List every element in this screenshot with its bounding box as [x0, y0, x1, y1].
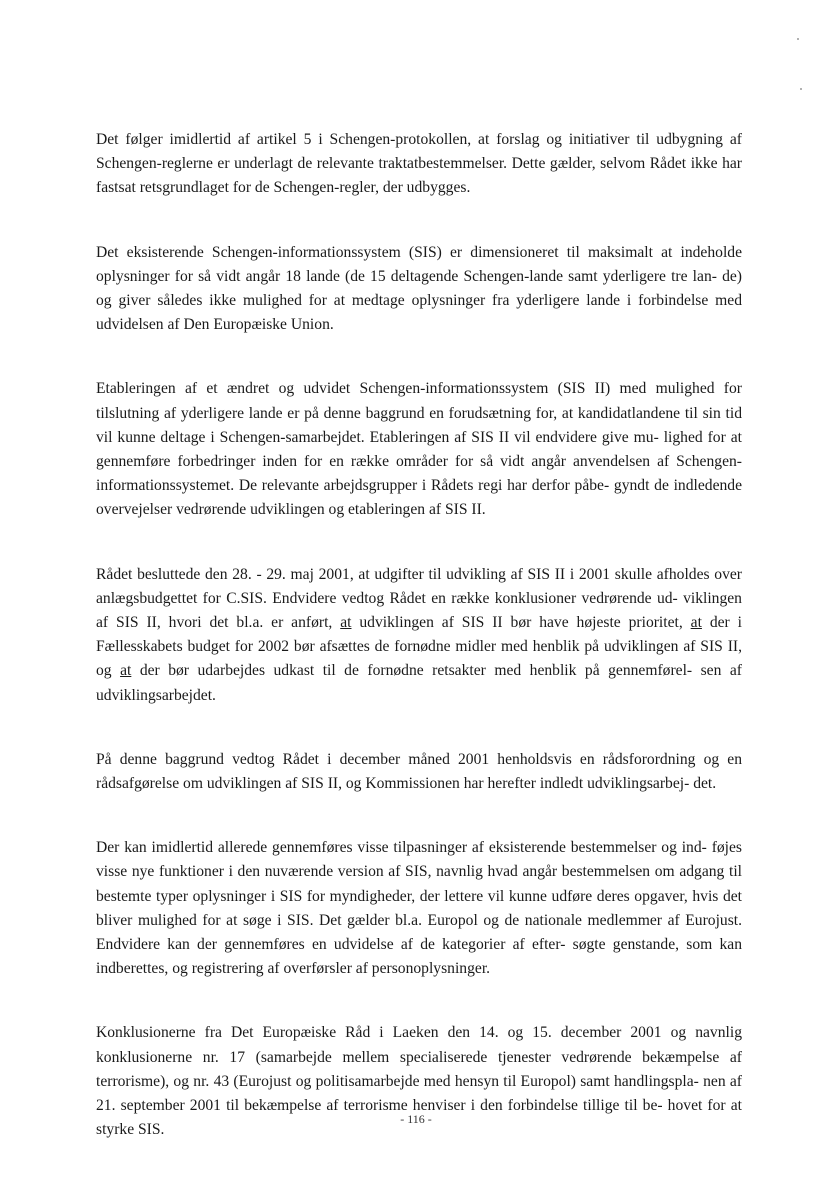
paragraph-2: [96, 241, 742, 338]
text-line: nen af 21. september 2001 til bekæmpelse af terrorisme henviser i den forbindelse tillige til be-: [96, 1072, 742, 1115]
text-line: med udvidelsen af Den Europæiske Union.: [96, 292, 742, 334]
text-line: oplysninger for så vidt angår 18 lande (de 15 deltagende Schengen-lande samt yderligere tre lan-: [96, 267, 717, 285]
text-line: På denne baggrund vedtog Rådet i december måned 2001 henholdsvis en rådsforordning og en: [96, 750, 742, 768]
text-line: lighed for at gennemføre forbedringer inden for en række områder for så vidt angår anvendelsen: [96, 428, 742, 471]
text-line: Rådet besluttede den 28. - 29. maj 2001, at udgifter til udvikling af SIS II i 2001 skulle afholdes: [96, 565, 710, 583]
text-line: viklingen af SIS II, hvori det bl.a. er anført, at udviklingen af SIS II bør have højeste prioritet, at: [96, 589, 742, 632]
scan-speck: [797, 38, 799, 40]
text-line: sin tid vil kunne deltage i Schengen-samarbejdet. Etableringen af SIS II vil endvidere give mu-: [96, 404, 742, 446]
paragraph-5: [96, 748, 742, 796]
text-line: ikke har fastsat retsgrundlaget for de Schengen-regler, der udbygges.: [96, 155, 742, 197]
text-line: rådsafgørelse om udviklingen af SIS II, og Kommissionen har herefter indledt udviklingsarbej-: [96, 775, 690, 793]
text-line: Konklusionerne fra Det Europæiske Råd i Laeken den 14. og 15. december 2001 og navnlig: [96, 1024, 742, 1042]
text-line: det.: [693, 775, 717, 793]
text-line: konklusionerne nr. 17 (samarbejde mellem specialiserede tjenester vedrørende bekæmpelse af: [96, 1048, 742, 1066]
text-line: medlemmer af Eurojust. Endvidere kan der gennemføres en udvidelse af de kategorier af efter-: [96, 911, 742, 954]
paragraph-4: [96, 563, 742, 708]
text-line: tilslutning af yderligere lande er på denne baggrund en forudsætning for, at kandidatlandene til: [96, 404, 698, 422]
text-line: der i Fællesskabets budget for 2002 bør afsættes de fornødne midler med henblik på udviklingen: [96, 614, 742, 656]
text-line: Det eksisterende Schengen-informationssystem (SIS) er dimensioneret til maksimalt at indeholde: [96, 243, 742, 261]
text-line: over anlægsbudgettet for C.SIS. Endvidere vedtog Rådet en række konklusioner vedrørende ud-: [96, 565, 742, 607]
paragraph-6: [96, 836, 742, 981]
scan-speck: [800, 88, 802, 90]
text-line: opgaver, hvis det bliver mulighed for at søge i SIS. Det gælder bl.a. Europol og de nationale: [96, 887, 743, 929]
text-line: Der kan imidlertid allerede gennemføres visse tilpasninger af eksisterende bestemmelser og ind-: [96, 839, 707, 857]
text-line: gyndt de indledende overvejelser vedrørende udviklingen og etableringen af SIS II.: [96, 477, 743, 519]
document-body: [96, 128, 742, 1183]
text-line: Det følger imidlertid af artikel 5 i Schengen-protokollen, at forslag og initiativer til udbygning af: [96, 131, 742, 148]
text-line: af SIS II, og at der bør udarbejdes udkast til de fornødne retsakter med henblik på gennemførel-: [96, 638, 743, 680]
text-line: hovet for at styrke SIS.: [96, 1097, 742, 1139]
paragraph-1: [96, 128, 742, 201]
text-line: af Schengen-informationssystemet. De relevante arbejdsgrupper i Rådets regi har derfor påbe-: [96, 453, 742, 495]
text-line: Etableringen af et ændret og udvidet Schengen-informationssystem (SIS II) med mulighed for: [96, 380, 742, 398]
text-line: sen af udviklingsarbejdet.: [96, 662, 742, 704]
text-line: de) og giver således ikke mulighed for at medtage oplysninger fra yderligere lande i forbindelse: [96, 267, 742, 310]
text-line: Schengen-reglerne er underlagt de relevante traktatbestemmelser. Dette gælder, selvom Rådet: [96, 155, 687, 173]
text-line: terrorisme), og nr. 43 (Eurojust og politisamarbejde med hensyn til Europol) samt handlingspla-: [96, 1072, 699, 1090]
text-line: føjes visse nye funktioner i den nuværende version af SIS, navnlig hvad angår bestemmelsen om: [96, 839, 742, 881]
page-number: - 116 -: [400, 1112, 432, 1126]
text-line: adgang til bestemte typer oplysninger i SIS for myndigheder, der lettere vil kunne udføre deres: [96, 863, 742, 905]
text-line: søgte genstande, som kan indberettes, og registrering af overførsler af personoplysninger.: [96, 936, 742, 978]
paragraph-3: [96, 377, 742, 522]
